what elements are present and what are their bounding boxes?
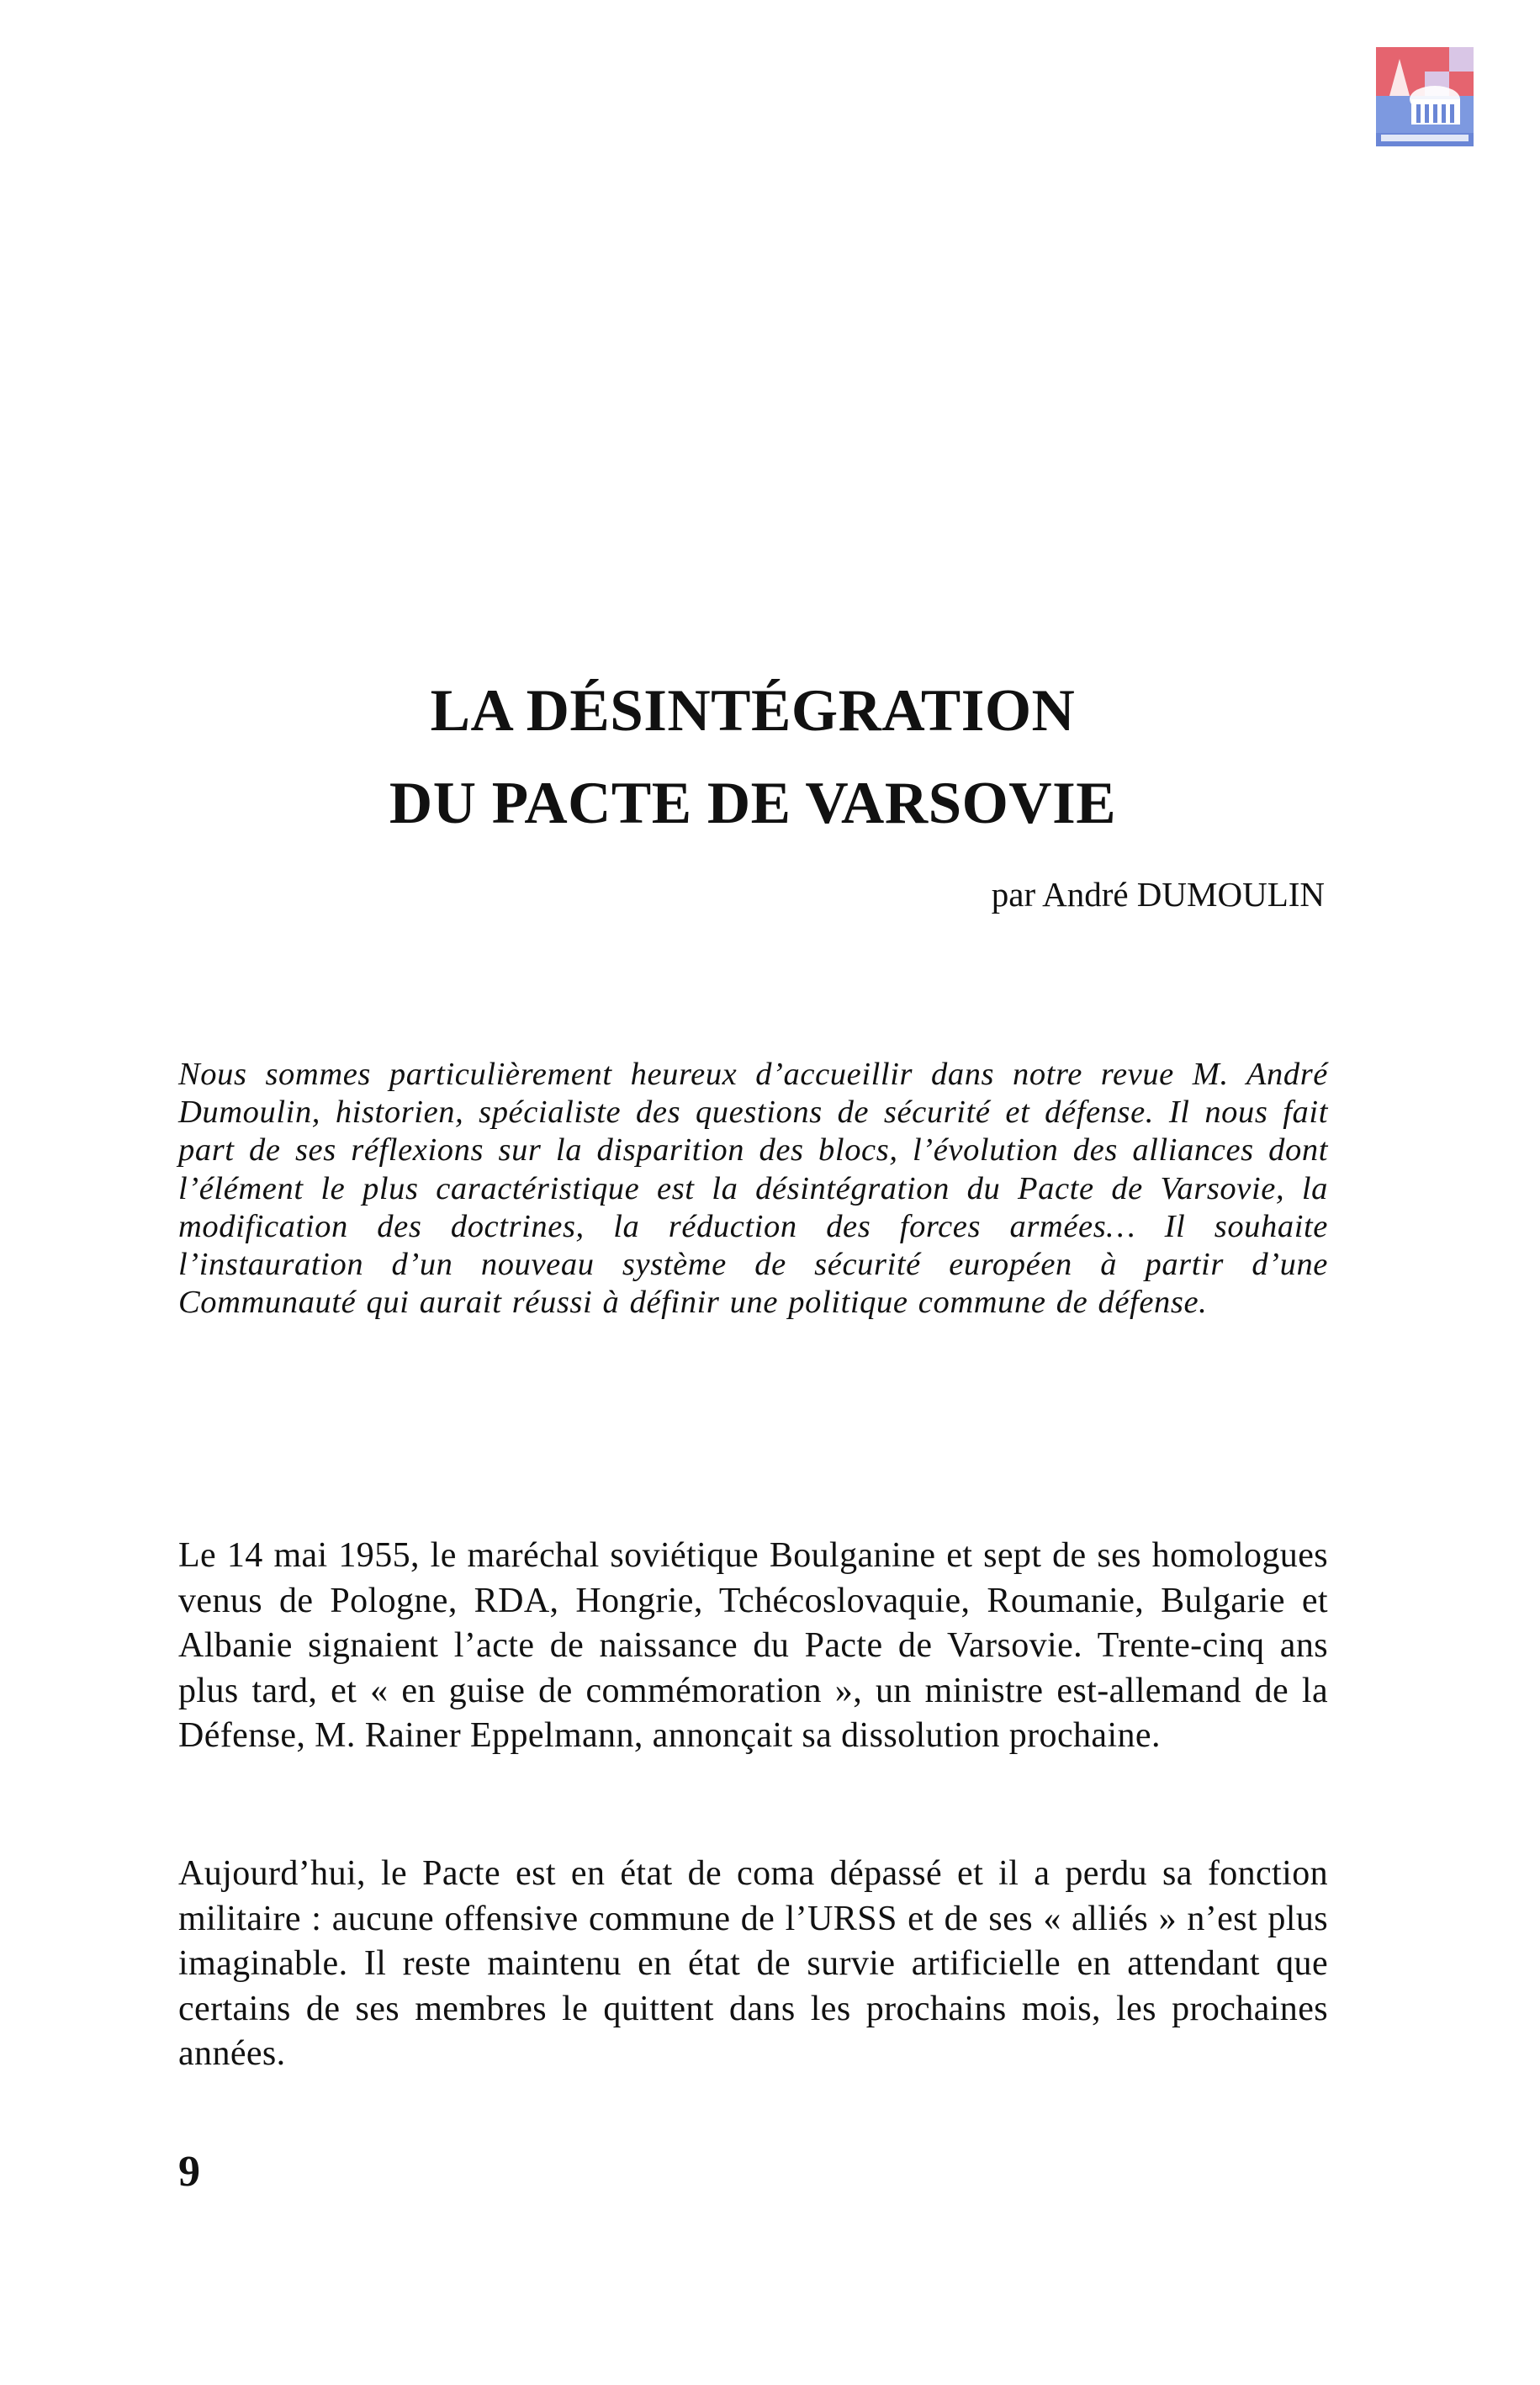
- abstract-paragraph: Nous sommes particulièrement heureux d’accueillir dans notre revue M. André Dumoulin, historien, spécialiste des questions de sécurité et défense. Il nous fait part de ses réflexions sur la disparition des blocs, l’évolution des alliances dont l’élément le plus caractéristique est la désintégration du Pacte de Varsovie, la modification des doctrines, la réduction des forces armées… Il souhaite l’instauration d’un nouveau système de sécurité européen à partir d’une Communauté qui aurait réussi à définir une politique commune de défense.: [178, 1057, 1328, 1321]
- page-number: 9: [178, 2148, 200, 2196]
- body-paragraph-2: Aujourd’hui, le Pacte est en état de coma dépassé et il a perdu sa fonction militaire : aucune offensive commune de l’URSS et de ses « alliés » n’est plus imaginable. Il reste maintenu en état de survie artificielle en attendant que certains de ses membres le quittent dans les prochains mois, les prochaines années.: [178, 1854, 1328, 2073]
- article-title-line-1: LA DÉSINTÉGRATION: [430, 678, 1076, 744]
- author-byline: par André DUMOULIN: [991, 875, 1325, 914]
- publisher-logo-icon: [1376, 47, 1474, 146]
- article-title: [0, 665, 1506, 850]
- article-title-line-2: DU PACTE DE VARSOVIE: [389, 771, 1117, 836]
- body-paragraph-1: Le 14 mai 1955, le maréchal soviétique Boulganine et sept de ses homologues venus de Pologne, RDA, Hongrie, Tchécoslovaquie, Roumanie, Bulgarie et Albanie signaient l’acte de naissance du Pacte de Varsovie. Trente-cinq ans plus tard, et « en guise de commémoration », un ministre est-allemand de la Défense, M. Rainer Eppelmann, annonçait sa dissolution prochaine.: [178, 1536, 1328, 1755]
